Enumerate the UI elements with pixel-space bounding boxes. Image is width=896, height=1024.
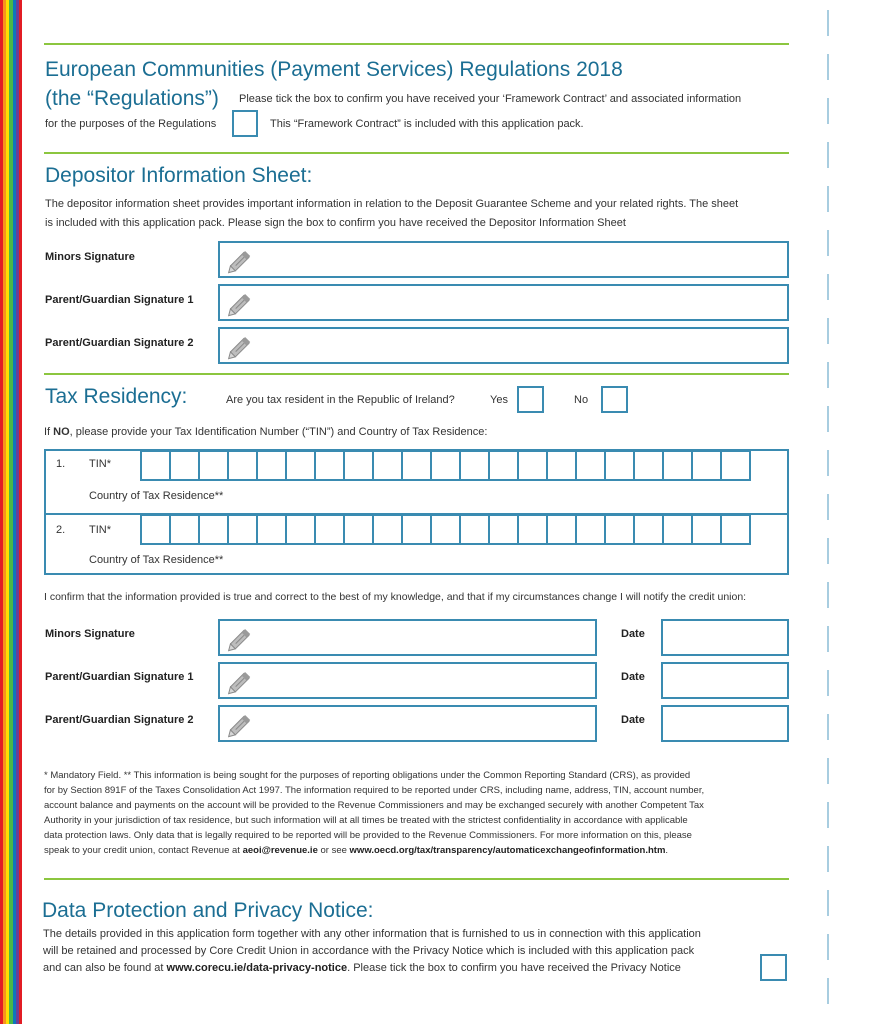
- yes-label: Yes: [490, 394, 508, 406]
- tin-char-box[interactable]: [488, 514, 519, 545]
- parent-signature-1-label: Parent/Guardian Signature 1: [45, 671, 194, 683]
- pen-icon: [226, 625, 256, 653]
- tax-parent-signature-1-field[interactable]: [218, 662, 597, 699]
- no-checkbox[interactable]: [601, 386, 628, 413]
- tin-char-box[interactable]: [140, 450, 171, 481]
- tin-char-box[interactable]: [256, 450, 287, 481]
- date-label: Date: [621, 628, 645, 640]
- privacy-notice-link[interactable]: www.corecu.ie/data-privacy-notice: [166, 962, 348, 974]
- tin-char-box[interactable]: [691, 450, 722, 481]
- tin-char-box[interactable]: [633, 514, 664, 545]
- tin-char-box[interactable]: [459, 450, 490, 481]
- tin-char-box[interactable]: [691, 514, 722, 545]
- section-divider: [44, 878, 789, 880]
- tax-minors-signature-field[interactable]: [218, 619, 597, 656]
- tin-char-box[interactable]: [575, 514, 606, 545]
- tax-resident-question: Are you tax resident in the Republic of Ireland?: [226, 394, 455, 406]
- tin-row-2-number: 2.: [56, 524, 66, 536]
- tin-char-box[interactable]: [546, 514, 577, 545]
- tin-char-box[interactable]: [662, 450, 693, 481]
- framework-purpose-text: for the purposes of the Regulations: [45, 118, 217, 130]
- tin-char-box[interactable]: [604, 514, 635, 545]
- regulations-subtitle: (the “Regulations”): [45, 87, 219, 110]
- tin-2-input-boxes[interactable]: [140, 514, 749, 545]
- confirmation-text: I confirm that the information provided is true and correct to the best of my knowledge, and that if my circumstances change I will notify the credit union:: [44, 591, 747, 603]
- minors-signature-label: Minors Signature: [45, 628, 135, 640]
- revenue-email-link[interactable]: aeoi@revenue.ie: [242, 845, 318, 856]
- tin-char-box[interactable]: [140, 514, 171, 545]
- date-label: Date: [621, 671, 645, 683]
- tin-char-box[interactable]: [169, 450, 200, 481]
- dashed-margin-line: [827, 10, 829, 1010]
- tin-char-box[interactable]: [372, 450, 403, 481]
- depositor-parent-signature-2-field[interactable]: [218, 327, 789, 364]
- tin-row-1-label: TIN*: [89, 458, 111, 470]
- tin-char-box[interactable]: [169, 514, 200, 545]
- tin-char-box[interactable]: [343, 450, 374, 481]
- tin-char-box[interactable]: [517, 514, 548, 545]
- tax-residency-title: Tax Residency:: [45, 385, 188, 408]
- pen-icon: [226, 668, 256, 696]
- tin-char-box[interactable]: [401, 450, 432, 481]
- privacy-text-2: will be retained and processed by Core Credit Union in accordance with the Privacy Notice which is included with this application pack: [43, 945, 695, 957]
- depositor-text-2: is included with this application pack. Please sign the box to confirm you have received the Depositor Information Sheet: [45, 217, 626, 229]
- minors-signature-label: Minors Signature: [45, 251, 135, 263]
- framework-contract-checkbox[interactable]: [232, 110, 258, 137]
- pen-icon: [226, 333, 256, 361]
- framework-instruction: Please tick the box to confirm you have received your ‘Framework Contract’ and associated information: [239, 93, 742, 105]
- privacy-text-1: The details provided in this application form together with any other information that is furnished to us in connection with this application: [43, 928, 701, 940]
- tin-row-2-label: TIN*: [89, 524, 111, 536]
- tin-char-box[interactable]: [285, 450, 316, 481]
- tin-char-box[interactable]: [633, 450, 664, 481]
- tin-char-box[interactable]: [430, 450, 461, 481]
- tin-char-box[interactable]: [575, 450, 606, 481]
- tin-char-box[interactable]: [546, 450, 577, 481]
- tin-char-box[interactable]: [720, 450, 751, 481]
- oecd-link[interactable]: www.oecd.org/tax/transparency/automaticexchangeofinformation.htm: [349, 845, 666, 856]
- tin-row-1-country-label: Country of Tax Residence**: [89, 490, 224, 502]
- section-divider: [44, 152, 789, 154]
- no-label: No: [574, 394, 589, 406]
- tax-parent-signature-2-field[interactable]: [218, 705, 597, 742]
- privacy-notice-checkbox[interactable]: [760, 954, 787, 981]
- tin-char-box[interactable]: [401, 514, 432, 545]
- if-no-instruction: If NO, please provide your Tax Identification Number (“TIN”) and Country of Tax Residence:: [44, 426, 488, 438]
- tin-char-box[interactable]: [198, 450, 229, 481]
- payment-services-title: European Communities (Payment Services) Regulations 2018: [45, 58, 623, 81]
- date-field-2[interactable]: [661, 662, 789, 699]
- tin-char-box[interactable]: [227, 450, 258, 481]
- privacy-text-3: and can also be found at www.corecu.ie/data-privacy-notice. Please tick the box to confirm you have received the Privacy Notice: [43, 962, 681, 974]
- tin-char-box[interactable]: [227, 514, 258, 545]
- date-field-1[interactable]: [661, 619, 789, 656]
- yes-checkbox[interactable]: [517, 386, 544, 413]
- tin-char-box[interactable]: [430, 514, 461, 545]
- tin-char-box[interactable]: [198, 514, 229, 545]
- parent-signature-2-label: Parent/Guardian Signature 2: [45, 714, 194, 726]
- tin-row-1-number: 1.: [56, 458, 66, 470]
- tin-char-box[interactable]: [314, 450, 345, 481]
- tin-char-box[interactable]: [720, 514, 751, 545]
- pen-icon: [226, 247, 256, 275]
- depositor-text-1: The depositor information sheet provides important information in relation to the Deposit Guarantee Scheme and your related rights. The sheet: [45, 198, 739, 210]
- framework-included-text: This “Framework Contract” is included with this application pack.: [270, 118, 584, 130]
- tin-1-input-boxes[interactable]: [140, 450, 749, 481]
- tin-char-box[interactable]: [517, 450, 548, 481]
- depositor-title: Depositor Information Sheet:: [45, 164, 313, 187]
- tin-char-box[interactable]: [314, 514, 345, 545]
- tin-char-box[interactable]: [372, 514, 403, 545]
- tin-row-2-country-label: Country of Tax Residence**: [89, 554, 224, 566]
- rainbow-stripe: [0, 0, 22, 1024]
- section-divider: [44, 373, 789, 375]
- section-divider: [44, 43, 789, 45]
- tin-char-box[interactable]: [343, 514, 374, 545]
- tin-char-box[interactable]: [488, 450, 519, 481]
- tin-char-box[interactable]: [285, 514, 316, 545]
- privacy-notice-title: Data Protection and Privacy Notice:: [42, 899, 374, 922]
- parent-signature-2-label: Parent/Guardian Signature 2: [45, 337, 194, 349]
- crs-footnote: * Mandatory Field. ** This information is being sought for the purposes of reporting obligations under the Common Reporting Standard (CRS), as provided for by Section 891F of the Taxes Consolidation Act 1997. The information required to be reported under CRS, including name, address, TIN, account number, account balance and payments on the account will be provided to the Revenue Commissioners and may be exchanged securely with another Competent Tax Authority in your jurisdiction of tax residence, but such information will at all times be treated with the strictest confidentiality in accordance with applicable data protection laws. Only data that is legally required to be reported will be provided to the Revenue Commissioners. For more information on this, please speak to your credit union, contact Revenue at aeoi@revenue.ie or see www.oecd.org/tax/transparency/automaticexchangeofinformation.htm.: [44, 770, 705, 856]
- tin-char-box[interactable]: [459, 514, 490, 545]
- pen-icon: [226, 290, 256, 318]
- tin-char-box[interactable]: [604, 450, 635, 481]
- tin-char-box[interactable]: [256, 514, 287, 545]
- depositor-minors-signature-field[interactable]: [218, 241, 789, 278]
- tin-char-box[interactable]: [662, 514, 693, 545]
- date-label: Date: [621, 714, 645, 726]
- parent-signature-1-label: Parent/Guardian Signature 1: [45, 294, 194, 306]
- pen-icon: [226, 711, 256, 739]
- date-field-3[interactable]: [661, 705, 789, 742]
- depositor-parent-signature-1-field[interactable]: [218, 284, 789, 321]
